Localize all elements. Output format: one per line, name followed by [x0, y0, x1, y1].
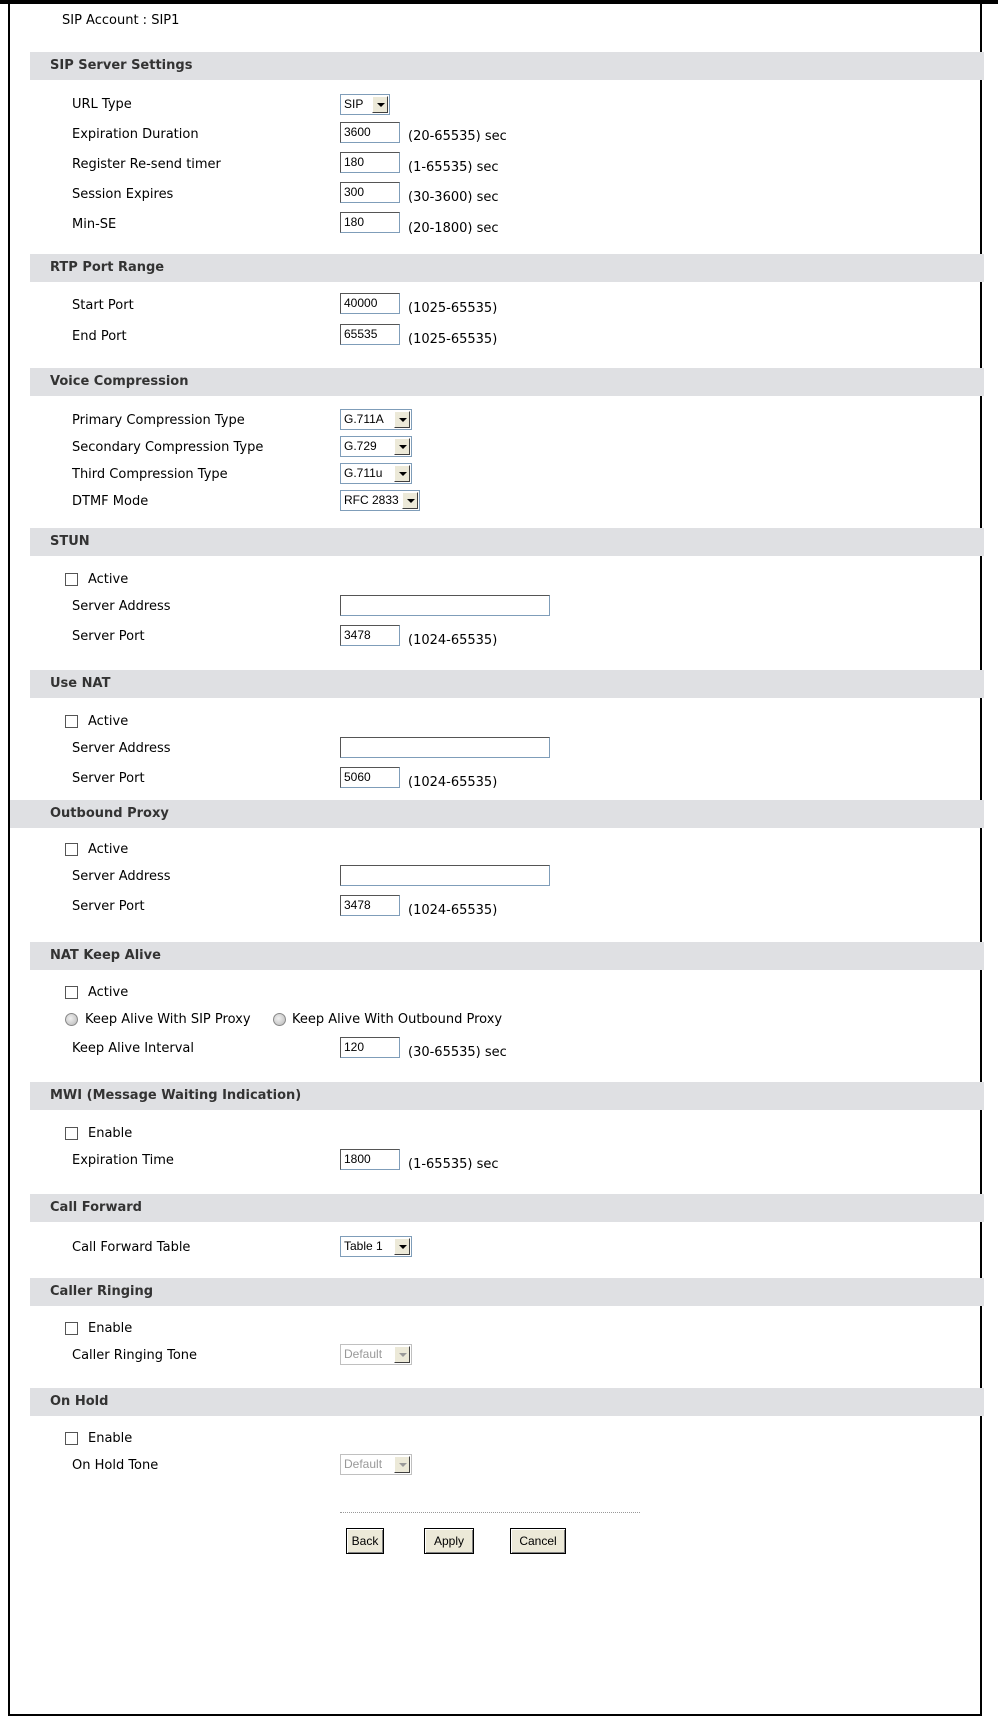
caller-ringing-enable-label: Enable — [88, 1321, 133, 1336]
url-type-label: URL Type — [72, 97, 132, 112]
mwi-expiration-hint: (1-65535) sec — [408, 1157, 499, 1172]
section-sip-server-settings: SIP Server Settings — [30, 52, 984, 80]
end-port-label: End Port — [72, 329, 127, 344]
session-expires-input[interactable]: 300 — [340, 182, 400, 203]
proxy-server-port-label: Server Port — [72, 899, 145, 914]
dtmf-mode-label: DTMF Mode — [72, 494, 149, 509]
third-compression-select[interactable]: G.711u — [340, 463, 412, 484]
chevron-down-icon — [394, 465, 410, 482]
proxy-server-port-hint: (1024-65535) — [408, 903, 498, 918]
register-resend-label: Register Re-send timer — [72, 157, 221, 172]
sip-account-label: SIP Account : SIP1 — [62, 13, 180, 28]
expiration-duration-input[interactable]: 3600 — [340, 122, 400, 143]
mwi-enable-label: Enable — [88, 1126, 133, 1141]
back-button[interactable]: Back — [346, 1528, 384, 1554]
apply-button[interactable]: Apply — [424, 1528, 474, 1554]
start-port-label: Start Port — [72, 298, 134, 313]
keepalive-active-checkbox[interactable] — [65, 986, 78, 999]
caller-ringing-enable-checkbox[interactable] — [65, 1322, 78, 1335]
keepalive-interval-label: Keep Alive Interval — [72, 1041, 194, 1056]
call-forward-table-select[interactable]: Table 1 — [340, 1236, 412, 1257]
expiration-duration-hint: (20-65535) sec — [408, 129, 507, 144]
cancel-button[interactable]: Cancel — [510, 1528, 566, 1554]
on-hold-tone-label: On Hold Tone — [72, 1458, 159, 1473]
primary-compression-label: Primary Compression Type — [72, 413, 245, 428]
caller-ringing-tone-label: Caller Ringing Tone — [72, 1348, 198, 1363]
keepalive-interval-hint: (30-65535) sec — [408, 1045, 507, 1060]
proxy-active-label: Active — [88, 842, 129, 857]
keepalive-interval-input[interactable]: 120 — [340, 1037, 400, 1058]
stun-active-label: Active — [88, 572, 129, 587]
start-port-input[interactable]: 40000 — [340, 293, 400, 314]
url-type-select[interactable]: SIP — [340, 94, 390, 115]
register-resend-hint: (1-65535) sec — [408, 160, 499, 175]
settings-panel — [8, 4, 982, 1716]
chevron-down-icon — [372, 96, 388, 113]
expiration-duration-label: Expiration Duration — [72, 127, 199, 142]
stun-server-port-hint: (1024-65535) — [408, 633, 498, 648]
stun-server-address-label: Server Address — [72, 599, 171, 614]
nat-server-port-input[interactable]: 5060 — [340, 767, 400, 788]
on-hold-enable-checkbox[interactable] — [65, 1432, 78, 1445]
chevron-down-icon — [394, 1238, 410, 1255]
on-hold-tone-select[interactable]: Default — [340, 1454, 412, 1475]
nat-active-label: Active — [88, 714, 129, 729]
secondary-compression-label: Secondary Compression Type — [72, 440, 264, 455]
section-rtp-port-range: RTP Port Range — [30, 254, 984, 282]
button-separator — [340, 1512, 640, 1513]
on-hold-enable-label: Enable — [88, 1431, 133, 1446]
proxy-server-address-label: Server Address — [72, 869, 171, 884]
stun-server-address-input[interactable] — [340, 595, 550, 616]
section-caller-ringing: Caller Ringing — [30, 1278, 984, 1306]
mwi-enable-checkbox[interactable] — [65, 1127, 78, 1140]
keepalive-outbound-proxy-radio[interactable] — [273, 1013, 286, 1026]
secondary-compression-select[interactable]: G.729 — [340, 436, 412, 457]
section-stun: STUN — [30, 528, 984, 556]
stun-server-port-input[interactable]: 3478 — [340, 625, 400, 646]
section-call-forward: Call Forward — [30, 1194, 984, 1222]
section-on-hold: On Hold — [30, 1388, 984, 1416]
third-compression-label: Third Compression Type — [72, 467, 228, 482]
section-voice-compression: Voice Compression — [30, 368, 984, 396]
min-se-input[interactable]: 180 — [340, 212, 400, 233]
stun-active-checkbox[interactable] — [65, 573, 78, 586]
proxy-server-port-input[interactable]: 3478 — [340, 895, 400, 916]
min-se-label: Min-SE — [72, 217, 117, 232]
mwi-expiration-label: Expiration Time — [72, 1153, 174, 1168]
chevron-down-icon — [394, 1346, 410, 1363]
end-port-hint: (1025-65535) — [408, 332, 498, 347]
section-nat-keep-alive: NAT Keep Alive — [30, 942, 984, 970]
dtmf-mode-select[interactable]: RFC 2833 — [340, 490, 420, 511]
register-resend-input[interactable]: 180 — [340, 152, 400, 173]
call-forward-table-label: Call Forward Table — [72, 1240, 191, 1255]
nat-active-checkbox[interactable] — [65, 715, 78, 728]
keepalive-outbound-proxy-label: Keep Alive With Outbound Proxy — [292, 1012, 503, 1027]
chevron-down-icon — [394, 1456, 410, 1473]
chevron-down-icon — [394, 438, 410, 455]
nat-server-port-label: Server Port — [72, 771, 145, 786]
end-port-input[interactable]: 65535 — [340, 324, 400, 345]
start-port-hint: (1025-65535) — [408, 301, 498, 316]
nat-server-address-label: Server Address — [72, 741, 171, 756]
primary-compression-select[interactable]: G.711A — [340, 409, 412, 430]
proxy-active-checkbox[interactable] — [65, 843, 78, 856]
caller-ringing-tone-select[interactable]: Default — [340, 1344, 412, 1365]
stun-server-port-label: Server Port — [72, 629, 145, 644]
section-outbound-proxy: Outbound Proxy — [10, 800, 984, 828]
mwi-expiration-input[interactable]: 1800 — [340, 1149, 400, 1170]
section-use-nat: Use NAT — [30, 670, 984, 698]
session-expires-hint: (30-3600) sec — [408, 190, 499, 205]
keepalive-sip-proxy-label: Keep Alive With SIP Proxy — [85, 1012, 251, 1027]
chevron-down-icon — [402, 492, 418, 509]
keepalive-active-label: Active — [88, 985, 129, 1000]
session-expires-label: Session Expires — [72, 187, 174, 202]
nat-server-port-hint: (1024-65535) — [408, 775, 498, 790]
keepalive-sip-proxy-radio[interactable] — [65, 1013, 78, 1026]
section-mwi: MWI (Message Waiting Indication) — [30, 1082, 984, 1110]
chevron-down-icon — [394, 411, 410, 428]
proxy-server-address-input[interactable] — [340, 865, 550, 886]
nat-server-address-input[interactable] — [340, 737, 550, 758]
min-se-hint: (20-1800) sec — [408, 221, 499, 236]
